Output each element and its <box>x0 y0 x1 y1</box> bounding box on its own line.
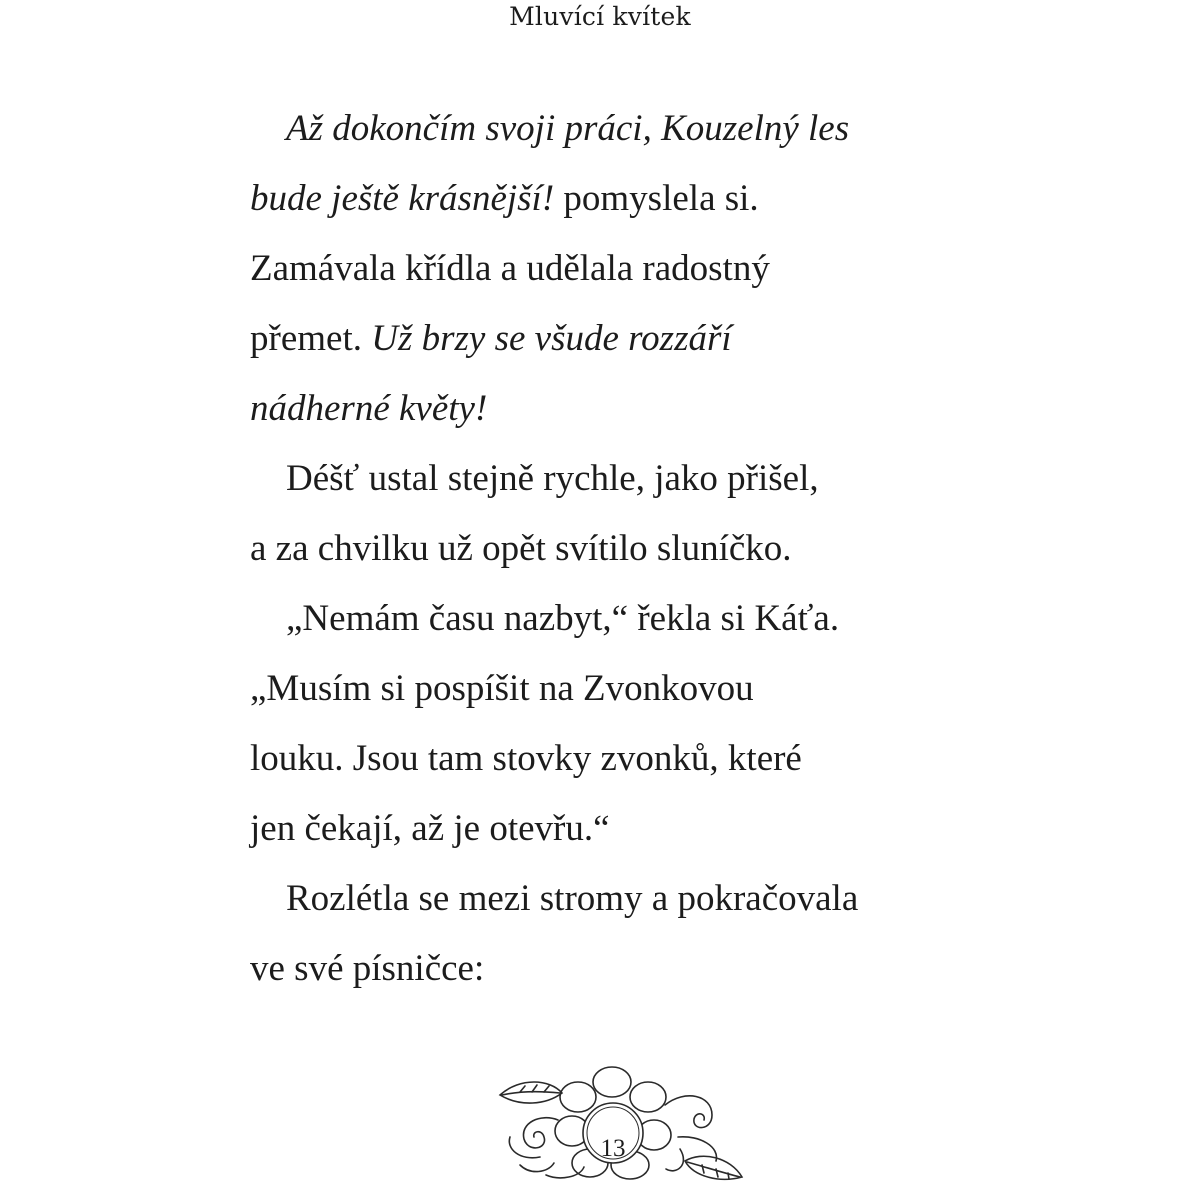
text-span: přemet. <box>250 318 372 359</box>
text-line: „Musím si pospíšit na Zvonkovou <box>250 668 754 709</box>
italic-thought: nádherné květy! <box>250 388 488 429</box>
running-header: Mluvící kvítek <box>509 2 691 31</box>
text-line <box>286 104 849 154</box>
text-line: a za chvilku už opět svítilo sluníčko. <box>250 528 792 569</box>
text-line <box>250 314 732 364</box>
flower-ornament-icon <box>480 1065 750 1190</box>
text-line <box>250 384 487 434</box>
text-line: jen čekají, až je otevřu.“ <box>250 808 610 849</box>
italic-thought: bude ještě krásnější! <box>250 178 555 219</box>
italic-thought: Už brzy se všude rozzáří <box>371 318 732 359</box>
text-line <box>250 174 759 224</box>
text-line: „Nemám času nazbyt,“ řekla si Káťa. <box>286 598 840 639</box>
page-number: 13 <box>600 1135 626 1162</box>
text-line: Zamávala křídla a udělala radostný <box>250 248 770 289</box>
text-line: ve své písničce: <box>250 948 485 989</box>
text-line: Rozlétla se mezi stromy a pokračovala <box>286 878 859 919</box>
text-line: louku. Jsou tam stovky zvonků, které <box>250 738 802 779</box>
text-line: Déšť ustal stejně rychle, jako přišel, <box>286 458 819 499</box>
text-span: pomyslela si. <box>554 178 759 219</box>
italic-thought: Až dokončím svoji práci, Kouzelný les <box>286 108 850 149</box>
